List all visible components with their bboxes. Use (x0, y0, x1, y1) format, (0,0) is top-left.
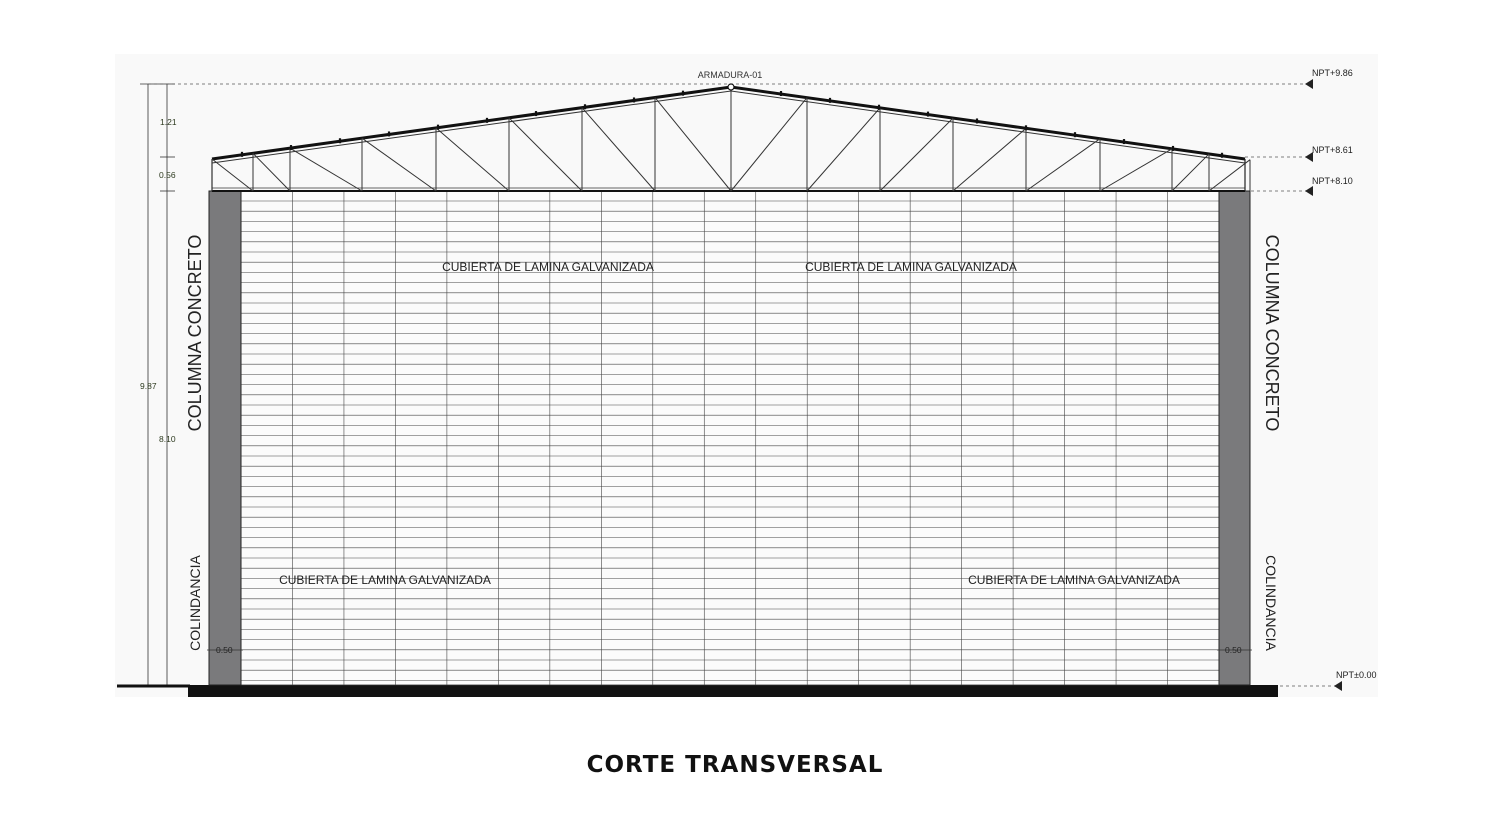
truss-diagonal-web (880, 118, 953, 191)
roof-label-lower-right: CUBIERTA DE LAMINA GALVANIZADA (968, 573, 1180, 587)
section-title: CORTE TRANSVERSAL (586, 752, 884, 778)
truss-diagonal-web (731, 98, 807, 191)
roof-label-upper-left: CUBIERTA DE LAMINA GALVANIZADA (442, 260, 654, 274)
level-label-top: NPT+9.86 (1312, 68, 1353, 78)
truss-top-chord (212, 87, 1245, 159)
truss-diagonal-web (436, 128, 509, 191)
dimension-column-right: 0.50 (1225, 645, 1242, 655)
level-marker-floor-icon (1334, 681, 1342, 691)
floor-slab (188, 685, 1278, 697)
truss-diagonal-web (953, 128, 1026, 191)
dimension-total-height: 9.87 (140, 381, 157, 391)
boundary-label-left: COLINDANCIA (187, 555, 203, 651)
truss-diagonal-web (1100, 149, 1172, 191)
roof-label-upper-right: CUBIERTA DE LAMINA GALVANIZADA (805, 260, 1017, 274)
column-label-left: COLUMNA CONCRETO (185, 234, 205, 432)
truss-diagonal-web (1209, 160, 1250, 191)
truss-diagonal-web (655, 98, 731, 191)
level-marker-wall-top-icon (1305, 186, 1313, 196)
truss-diagonal-web (807, 108, 880, 191)
concrete-column-right (1219, 191, 1250, 685)
roof-label-lower-left: CUBIERTA DE LAMINA GALVANIZADA (279, 573, 491, 587)
dimension-wall-height: 8.10 (159, 434, 176, 444)
truss-diagonal-web (582, 108, 655, 191)
roof-truss (212, 84, 1250, 191)
dimension-truss-height: 1.21 (160, 117, 177, 127)
truss-diagonal-web (253, 153, 290, 191)
level-markers (1305, 79, 1342, 691)
truss-diagonal-web (509, 118, 582, 191)
truss-diagonal-web (362, 138, 436, 191)
level-label-wall-top: NPT+8.10 (1312, 176, 1353, 186)
truss-diagonal-web (1026, 139, 1100, 191)
level-label-eave: NPT+8.61 (1312, 145, 1353, 155)
dimension-eave-offset: 0.56 (159, 170, 176, 180)
level-label-floor: NPT±0.00 (1336, 670, 1377, 680)
column-label-right: COLUMNA CONCRETO (1262, 234, 1282, 432)
truss-label: ARMADURA-01 (697, 70, 763, 80)
galvanized-sheet-wall (241, 191, 1219, 685)
level-marker-top-icon (1305, 79, 1313, 89)
wall-panel (241, 191, 1219, 685)
dimension-column-left: 0.50 (216, 645, 233, 655)
truss-diagonal-web (212, 159, 253, 191)
concrete-column-left (209, 191, 241, 685)
truss-diagonal-web (290, 148, 362, 191)
truss-diagonal-web (1172, 154, 1209, 191)
truss-top-chord-inner (212, 91, 1245, 163)
ridge-node (728, 84, 734, 90)
boundary-label-right: COLINDANCIA (1263, 555, 1279, 651)
